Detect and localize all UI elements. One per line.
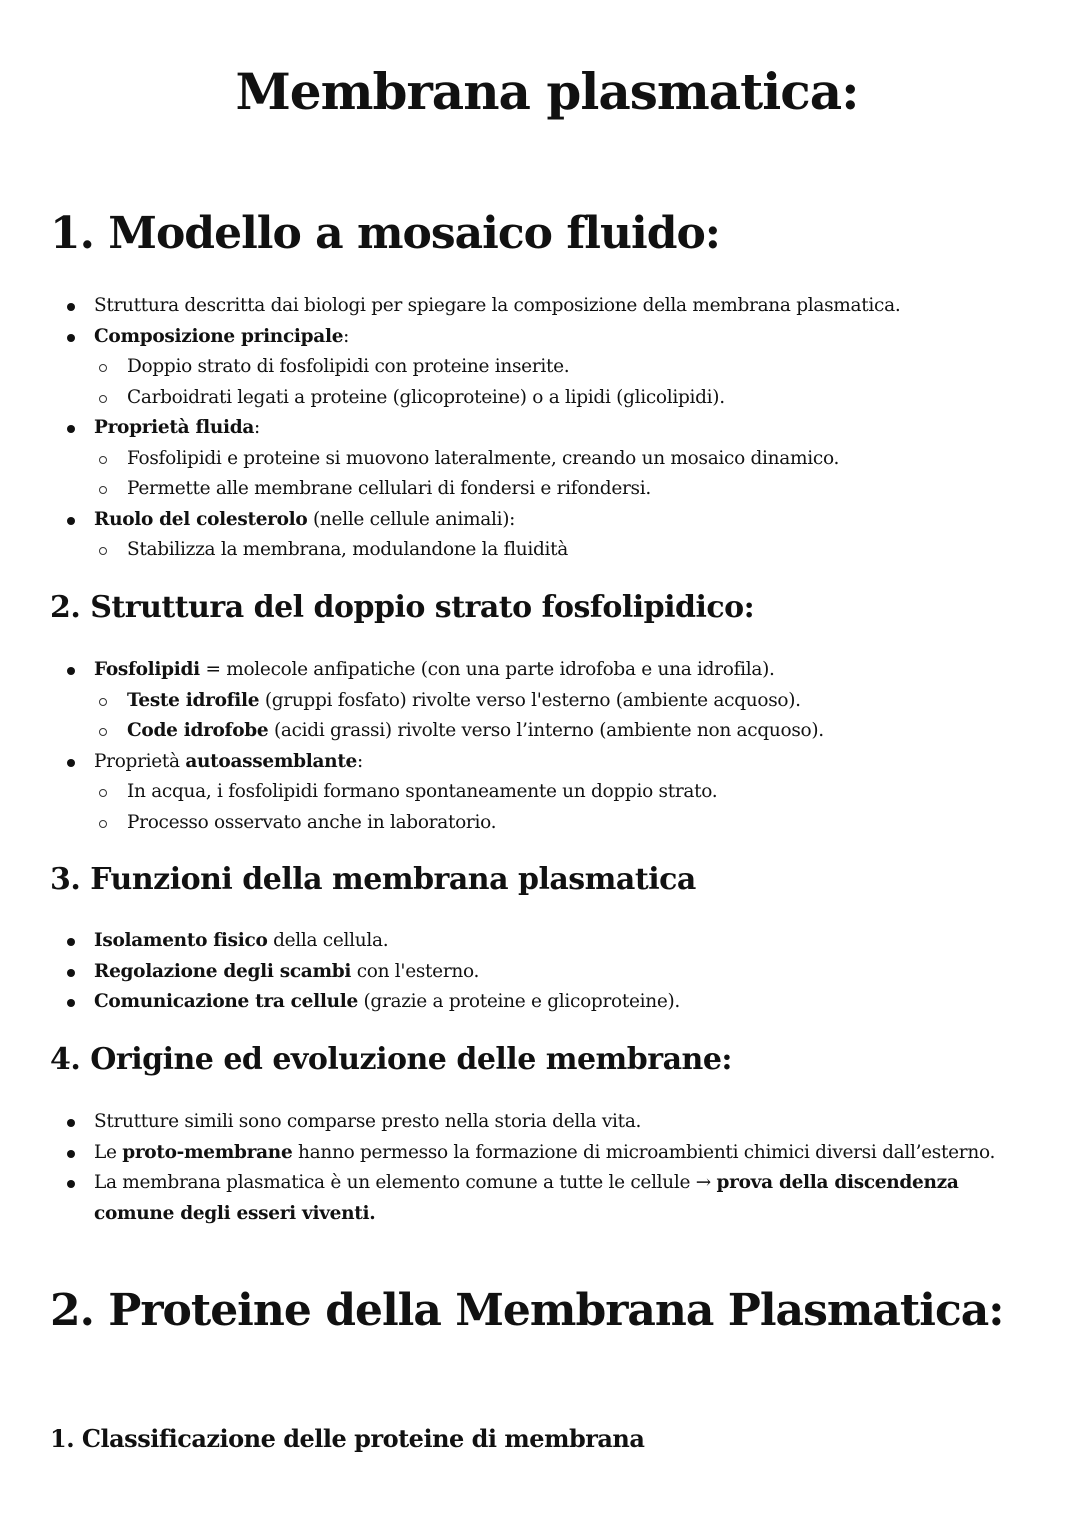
text: Le <box>94 1141 123 1163</box>
sub-list-item <box>0 686 1000 717</box>
text: hanno permesso la formazione di microambienti chimici diversi dall’esterno. <box>292 1141 996 1163</box>
section-heading: 1. Classificazione delle proteine di membrana <box>50 1424 645 1453</box>
bold-text: Composizione principale <box>94 325 344 347</box>
sub-list-item <box>0 444 1000 475</box>
list-item <box>0 747 1000 778</box>
sub-list-item <box>0 535 1000 566</box>
bold-text: Fosfolipidi <box>94 659 200 680</box>
sub-list-item <box>0 777 1000 808</box>
text: Permette alle membrane cellulari di fondersi e rifondersi. <box>127 478 651 499</box>
list-item <box>0 1107 1000 1138</box>
bold-text: proto-membrane <box>122 1141 293 1163</box>
list-item <box>0 322 1000 353</box>
bullet-list <box>0 655 1000 838</box>
list-item <box>0 926 1000 957</box>
list-item <box>0 413 1000 444</box>
list-item <box>0 1138 1000 1169</box>
bold-text: Ruolo del colesterolo <box>94 508 308 530</box>
text: (nelle cellule animali): <box>307 508 516 530</box>
text: : <box>343 325 350 347</box>
bullet-list <box>0 1107 1000 1229</box>
sub-list-item <box>0 716 1000 747</box>
section-heading: 3. Funzioni della membrana plasmatica <box>50 862 696 897</box>
sub-list-item <box>0 383 1000 414</box>
text: : <box>254 417 260 438</box>
bold-text: prova della discendenza comune degli esseri viventi. <box>94 1172 959 1224</box>
bold-text: Teste idrofile <box>127 689 260 711</box>
text: Processo osservato anche in laboratorio. <box>127 811 497 833</box>
list-item <box>0 505 1000 536</box>
list-item <box>0 1168 1000 1229</box>
section-heading: 2. Struttura del doppio strato fosfolipidico: <box>50 590 755 625</box>
text: In acqua, i fosfolipidi formano spontaneamente un doppio strato. <box>127 781 718 802</box>
bold-text: Proprietà fluida <box>94 417 255 438</box>
text: con l'esterno. <box>351 960 480 982</box>
text: (acidi grassi) rivolte verso l’interno (ambiente non acquoso). <box>268 720 824 741</box>
text: Strutture simili sono comparse presto nella storia della vita. <box>94 1111 642 1132</box>
text: Fosfolipidi e proteine si muovono lateralmente, creando un mosaico dinamico. <box>127 447 840 469</box>
bold-text: Code idrofobe <box>127 720 269 741</box>
bold-text: autoassemblante <box>185 750 358 772</box>
sub-list-item <box>0 808 1000 839</box>
text: Stabilizza la membrana, modulandone la fluidità <box>127 539 568 560</box>
bold-text: Comunicazione tra cellule <box>94 991 358 1012</box>
text: Doppio strato di fosfolipidi con proteine inserite. <box>127 356 570 377</box>
sub-list-item <box>0 474 1000 505</box>
list-item <box>0 291 1000 322</box>
bullet-list <box>0 291 1000 566</box>
bold-text: Isolamento fisico <box>94 930 268 951</box>
text: Proprietà <box>94 750 186 772</box>
section-heading: 4. Origine ed evoluzione delle membrane: <box>50 1042 732 1077</box>
text: Struttura descritta dai biologi per spiegare la composizione della membrana plasmatica. <box>94 295 901 316</box>
list-item <box>0 987 1000 1018</box>
section-heading: 1. Modello a mosaico fluido: <box>50 208 721 259</box>
text: della cellula. <box>267 930 389 951</box>
text: = molecole anfipatiche (con una parte idrofoba e una idrofila). <box>199 659 775 680</box>
sub-list-item <box>0 352 1000 383</box>
text: Carboidrati legati a proteine (glicoproteine) o a lipidi (glicolipidi). <box>127 386 725 408</box>
text: La membrana plasmatica è un elemento comune a tutte le cellule → <box>94 1172 717 1193</box>
text: (gruppi fosfato) rivolte verso l'esterno (ambiente acquoso). <box>259 689 801 711</box>
text: (grazie a proteine e glicoproteine). <box>357 991 680 1012</box>
page-title: Membrana plasmatica: <box>235 62 859 121</box>
section-heading: 2. Proteine della Membrana Plasmatica: <box>50 1285 1004 1336</box>
text: : <box>357 750 363 772</box>
bold-text: Regolazione degli scambi <box>94 960 352 982</box>
bullet-list <box>0 926 1000 1018</box>
list-item <box>0 655 1000 686</box>
list-item <box>0 957 1000 988</box>
